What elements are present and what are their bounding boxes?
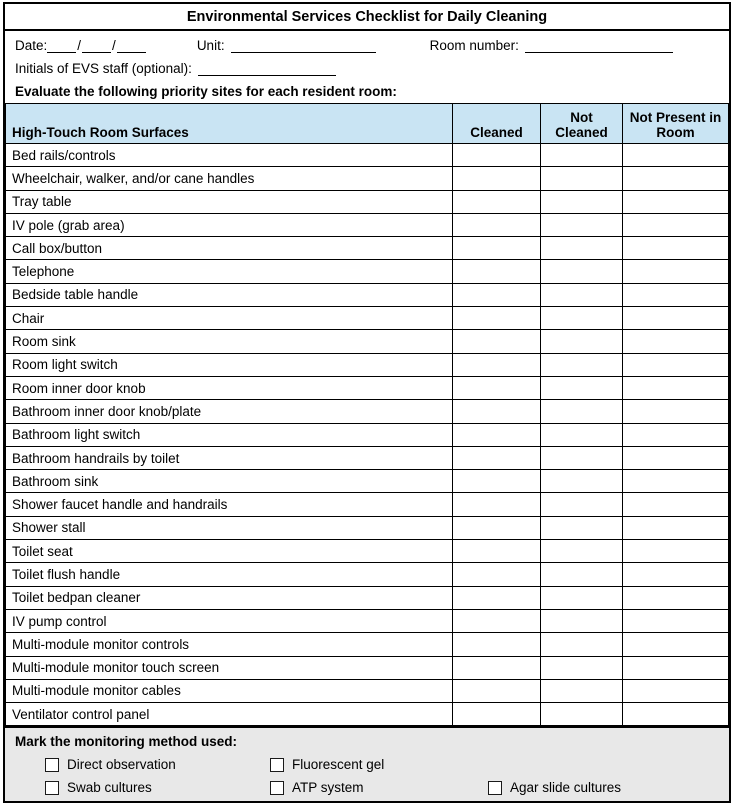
not-cleaned-cell[interactable] [541,563,623,586]
table-row [6,540,729,563]
cleaned-cell[interactable] [453,237,541,260]
surface-label: Shower faucet handle and handrails [6,493,453,516]
table-row [6,400,729,423]
not-present-cell[interactable] [623,493,729,516]
date-unit-room-line [15,38,719,53]
table-row [6,283,729,306]
cleaned-cell[interactable] [453,516,541,539]
not-cleaned-cell[interactable] [541,516,623,539]
cleaned-cell[interactable] [453,586,541,609]
not-present-cell[interactable] [623,540,729,563]
not-present-cell[interactable] [623,446,729,469]
not-cleaned-cell[interactable] [541,446,623,469]
checklist-page [3,2,731,803]
not-cleaned-cell[interactable] [541,633,623,656]
not-present-cell[interactable] [623,237,729,260]
unit-label: Unit: [196,38,225,53]
cleaned-cell[interactable] [453,307,541,330]
cleaned-cell[interactable] [453,144,541,167]
table-row [6,167,729,190]
page-title: Environmental Services Checklist for Daily Cleaning [5,4,729,31]
surface-label: Multi-module monitor controls [6,633,453,656]
cleaned-cell[interactable] [453,679,541,702]
cleaned-cell[interactable] [453,563,541,586]
not-cleaned-cell[interactable] [541,330,623,353]
not-present-cell[interactable] [623,563,729,586]
surface-label: Room inner door knob [6,376,453,399]
table-row [6,703,729,726]
cleaned-cell[interactable] [453,609,541,632]
not-cleaned-cell[interactable] [541,190,623,213]
table-row [6,493,729,516]
cleaned-cell[interactable] [453,213,541,236]
table-row [6,656,729,679]
monitoring-method-label: Mark the monitoring method used: [15,734,238,750]
table-row [6,260,729,283]
initials-field[interactable] [198,61,336,76]
surface-label: Telephone [6,260,453,283]
method-row-1 [15,757,719,772]
surface-label: Tray table [6,190,453,213]
surface-label: Ventilator control panel [6,703,453,726]
option-fluorescent-gel[interactable] [270,757,488,772]
surface-label: Toilet seat [6,540,453,563]
cleaned-cell[interactable] [453,656,541,679]
table-row [6,144,729,167]
table-row [6,633,729,656]
cleaned-cell[interactable] [453,283,541,306]
table-row [6,563,729,586]
not-cleaned-cell[interactable] [541,237,623,260]
high-touch-surfaces-table [5,103,729,726]
not-cleaned-cell[interactable] [541,283,623,306]
table-row [6,516,729,539]
not-cleaned-cell[interactable] [541,307,623,330]
surface-label: Room sink [6,330,453,353]
option-agar-slide-cultures[interactable] [488,780,621,795]
table-row [6,679,729,702]
initials-line [15,61,719,76]
not-present-cell[interactable] [623,470,729,493]
cleaned-cell[interactable] [453,400,541,423]
column-header-not-present: Not Present in Room [623,104,729,144]
cleaned-cell[interactable] [453,376,541,399]
checkbox-icon[interactable] [45,781,59,795]
room-number-field[interactable] [525,38,673,53]
date-separator: / [112,38,116,53]
initials-label: Initials of EVS staff (optional): [15,61,192,76]
date-year-field[interactable] [117,38,146,53]
surface-label: Bathroom sink [6,470,453,493]
not-present-cell[interactable] [623,213,729,236]
not-cleaned-cell[interactable] [541,213,623,236]
table-row [6,213,729,236]
table-row [6,470,729,493]
table-row [6,376,729,399]
date-day-field[interactable] [82,38,111,53]
not-present-cell[interactable] [623,679,729,702]
column-header-not-cleaned: Not Cleaned [541,104,623,144]
option-swab-cultures[interactable] [45,780,270,795]
table-row [6,609,729,632]
not-present-cell[interactable] [623,260,729,283]
not-present-cell[interactable] [623,353,729,376]
surface-label: Call box/button [6,237,453,260]
surface-label: IV pole (grab area) [6,213,453,236]
not-present-cell[interactable] [623,423,729,446]
option-atp-system[interactable] [270,780,488,795]
not-present-cell[interactable] [623,703,729,726]
not-present-cell[interactable] [623,633,729,656]
surface-label: Multi-module monitor touch screen [6,656,453,679]
cleaned-cell[interactable] [453,330,541,353]
table-row [6,586,729,609]
option-label: Swab cultures [67,780,152,796]
checkbox-icon[interactable] [488,781,502,795]
surface-label: Bathroom light switch [6,423,453,446]
date-month-field[interactable] [47,38,76,53]
not-present-cell[interactable] [623,586,729,609]
table-row [6,423,729,446]
cleaned-cell[interactable] [453,703,541,726]
not-cleaned-cell[interactable] [541,470,623,493]
monitoring-method-section [5,726,729,801]
table-header-row [6,104,729,144]
not-cleaned-cell[interactable] [541,167,623,190]
surface-label: Bed rails/controls [6,144,453,167]
not-present-cell[interactable] [623,516,729,539]
not-cleaned-cell[interactable] [541,679,623,702]
surface-label: Bathroom handrails by toilet [6,446,453,469]
not-present-cell[interactable] [623,376,729,399]
surface-label: Chair [6,307,453,330]
not-cleaned-cell[interactable] [541,703,623,726]
room-number-label: Room number: [429,38,519,53]
surface-label: Shower stall [6,516,453,539]
cleaned-cell[interactable] [453,353,541,376]
option-direct-observation[interactable] [45,757,270,772]
surface-label: Toilet flush handle [6,563,453,586]
not-cleaned-cell[interactable] [541,353,623,376]
not-cleaned-cell[interactable] [541,493,623,516]
surface-rows [6,144,729,726]
surface-label: Room light switch [6,353,453,376]
not-cleaned-cell[interactable] [541,423,623,446]
not-cleaned-cell[interactable] [541,144,623,167]
cleaned-cell[interactable] [453,540,541,563]
instruction-text: Evaluate the following priority sites for each resident room: [15,84,397,99]
checkbox-icon[interactable] [270,758,284,772]
not-present-cell[interactable] [623,400,729,423]
unit-field[interactable] [231,38,376,53]
table-row [6,190,729,213]
checkbox-icon[interactable] [270,781,284,795]
not-present-cell[interactable] [623,330,729,353]
date-separator: / [77,38,82,53]
not-present-cell[interactable] [623,307,729,330]
not-present-cell[interactable] [623,190,729,213]
option-label: Fluorescent gel [292,757,385,773]
method-row-2 [15,780,719,795]
option-label: Direct observation [67,757,176,773]
surface-label: Toilet bedpan cleaner [6,586,453,609]
table-row [6,446,729,469]
table-row [6,353,729,376]
cleaned-cell[interactable] [453,190,541,213]
surface-label: Bathroom inner door knob/plate [6,400,453,423]
cleaned-cell[interactable] [453,493,541,516]
not-cleaned-cell[interactable] [541,400,623,423]
cleaned-cell[interactable] [453,446,541,469]
not-cleaned-cell[interactable] [541,656,623,679]
not-present-cell[interactable] [623,609,729,632]
not-present-cell[interactable] [623,144,729,167]
not-cleaned-cell[interactable] [541,586,623,609]
info-section [5,31,729,103]
cleaned-cell[interactable] [453,633,541,656]
cleaned-cell[interactable] [453,423,541,446]
cleaned-cell[interactable] [453,260,541,283]
not-cleaned-cell[interactable] [541,540,623,563]
surface-label: Wheelchair, walker, and/or cane handles [6,167,453,190]
table-row [6,237,729,260]
column-header-surfaces: High-Touch Room Surfaces [6,104,453,144]
cleaned-cell[interactable] [453,470,541,493]
checkbox-icon[interactable] [45,758,59,772]
table-row [6,330,729,353]
surface-label: Bedside table handle [6,283,453,306]
not-present-cell[interactable] [623,656,729,679]
option-label: ATP system [292,780,364,796]
table-row [6,307,729,330]
not-cleaned-cell[interactable] [541,609,623,632]
not-present-cell[interactable] [623,167,729,190]
surface-label: Multi-module monitor cables [6,679,453,702]
option-label: Agar slide cultures [510,780,622,796]
not-present-cell[interactable] [623,283,729,306]
not-cleaned-cell[interactable] [541,376,623,399]
surface-label: IV pump control [6,609,453,632]
cleaned-cell[interactable] [453,167,541,190]
date-label: Date: [15,38,48,53]
not-cleaned-cell[interactable] [541,260,623,283]
column-header-cleaned: Cleaned [453,104,541,144]
